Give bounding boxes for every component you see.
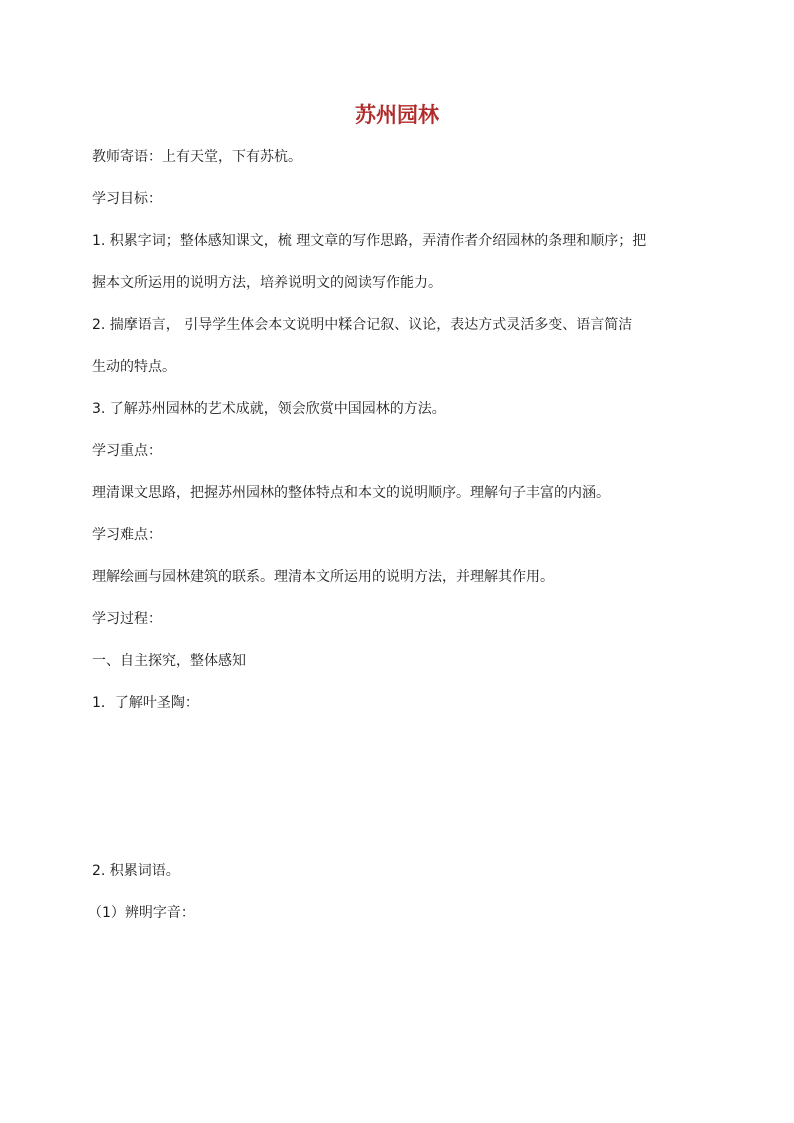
item-author: 1．了解叶圣陶： [92, 695, 199, 711]
item-pronunciation: （1）辨明字音： [88, 905, 195, 921]
process-part-1: 一、自主探究，整体感知 [92, 653, 246, 669]
key-points-text: 理清课文思路，把握苏州园林的整体特点和本文的说明顺序。理解句子丰富的内涵。 [92, 485, 610, 501]
section-heading-difficulties: 学习难点： [92, 527, 162, 543]
difficulties-text: 理解绘画与园林建筑的联系。理清本文所运用的说明方法，并理解其作用。 [92, 569, 554, 585]
teacher-message: 教师寄语：上有天堂，下有苏杭。 [92, 149, 302, 165]
objective-2-line-2: 生动的特点。 [92, 359, 176, 375]
document-title: 苏州园林 [355, 102, 439, 127]
objective-3: 3. 了解苏州园林的艺术成就，领会欣赏中国园林的方法。 [92, 401, 446, 417]
objective-1-line-1: 1. 积累字词；整体感知课文，梳 理文章的写作思路，弄清作者介绍园林的条理和顺序；把 [92, 233, 647, 249]
section-heading-key-points: 学习重点： [92, 443, 162, 459]
objective-1-line-2: 握本文所运用的说明方法，培养说明文的阅读写作能力。 [92, 275, 442, 291]
item-vocabulary: 2. 积累词语。 [92, 863, 180, 879]
objective-2-line-1: 2. 揣摩语言， 引导学生体会本文说明中糅合记叙、议论，表达方式灵活多变、语言简洁 [92, 317, 633, 333]
section-heading-objectives: 学习目标： [92, 191, 162, 207]
section-heading-process: 学习过程： [92, 611, 162, 627]
